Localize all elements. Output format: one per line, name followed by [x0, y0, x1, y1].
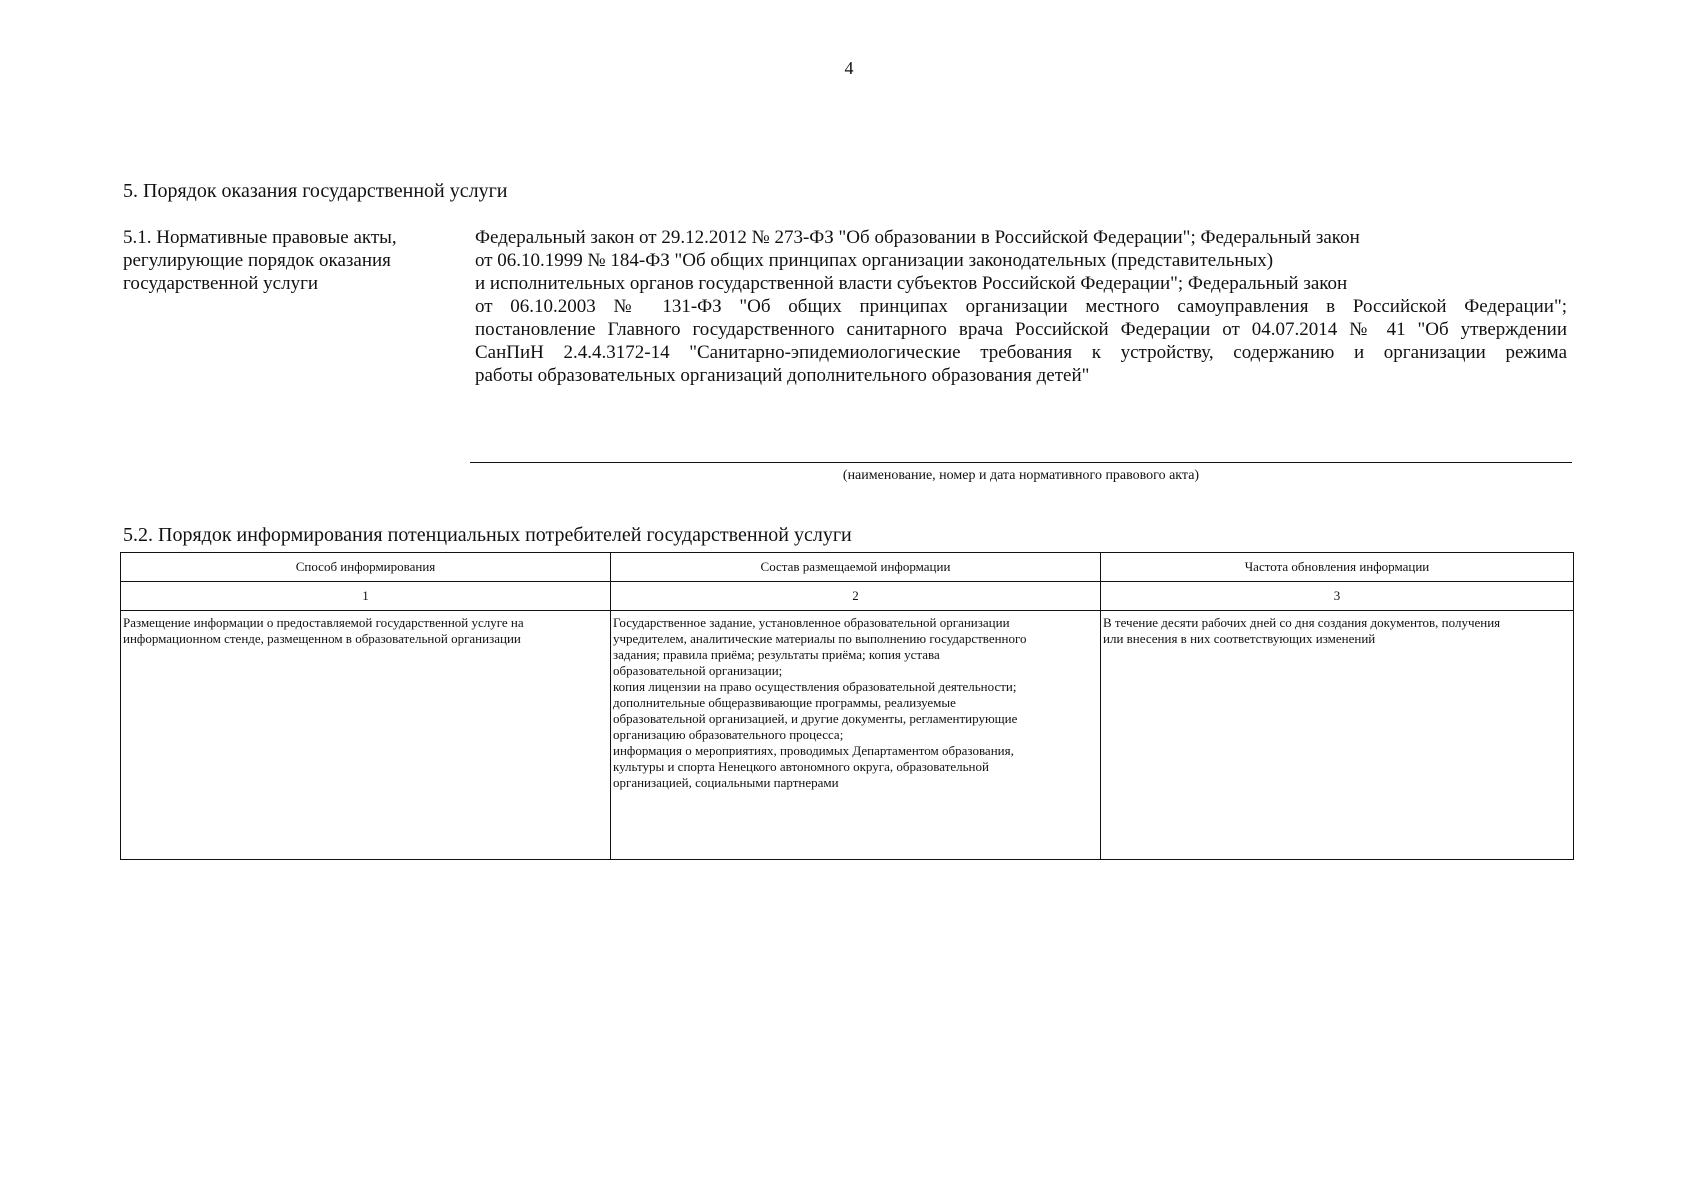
content-line: дополнительные общеразвивающие программы, реализуемые	[613, 695, 956, 710]
content-line: информация о мероприятиях, проводимых Департаментом образования,	[613, 743, 1014, 758]
section-5-title: 5. Порядок оказания государственной услуги	[123, 180, 508, 202]
frequency-line: или внесения в них соответствующих изменений	[1103, 631, 1376, 646]
normative-acts-line: постановление Главного государственного санитарного врача Российской Федерации от 04.07.2014 № 41 "Об утверждении	[475, 319, 1567, 340]
table-row	[121, 611, 1574, 860]
method-line: информационном стенде, размещенном в образовательной организации	[123, 631, 521, 646]
normative-acts-line: Федеральный закон от 29.12.2012 № 273-ФЗ "Об образовании в Российской Федерации"; Федеральный закон	[475, 227, 1360, 248]
header-frequency: Частота обновления информации	[1101, 553, 1574, 582]
content-line: копия лицензии на право осуществления образовательной деятельности;	[613, 679, 1017, 694]
column-number: 3	[1101, 582, 1574, 611]
normative-acts-underline	[470, 462, 1572, 463]
table-number-row	[121, 582, 1574, 611]
content-line: организацией, социальными партнерами	[613, 775, 839, 790]
table-header-row	[121, 553, 1574, 582]
page-number: 4	[844, 58, 854, 78]
normative-acts-line: и исполнительных органов государственной власти субъектов Российской Федерации"; Федеральный закон	[475, 273, 1348, 294]
section-5-1-label	[123, 226, 453, 295]
normative-acts-line: от 06.10.1999 № 184-ФЗ "Об общих принципах организации законодательных (представительных)	[475, 250, 1274, 271]
content-line: организацию образовательного процесса;	[613, 727, 844, 742]
column-number: 1	[121, 582, 611, 611]
header-method: Способ информирования	[121, 553, 611, 582]
content-line: образовательной организации;	[613, 663, 783, 678]
method-cell	[121, 611, 611, 860]
content-cell	[611, 611, 1101, 860]
content-line: культуры и спорта Ненецкого автономного округа, образовательной	[613, 759, 989, 774]
normative-acts-line: от 06.10.2003 № 131-ФЗ "Об общих принципах организации местного самоуправления в Российской Федерации";	[475, 296, 1567, 317]
column-number: 2	[611, 582, 1101, 611]
section-5-2-title: 5.2. Порядок информирования потенциальных потребителей государственной услуги	[123, 524, 852, 546]
content-line: Государственное задание, установленное образовательной организации	[613, 615, 1010, 630]
content-line: образовательной организацией, и другие документы, регламентирующие	[613, 711, 1018, 726]
content-line: учредителем, аналитические материалы по выполнению государственного	[613, 631, 1027, 646]
normative-acts-caption: (наименование, номер и дата нормативного правового акта)	[842, 468, 1200, 483]
section-5-1-label-line: государственной услуги	[123, 273, 319, 294]
header-content: Состав размещаемой информации	[611, 553, 1101, 582]
informing-table	[120, 552, 1574, 860]
method-line: Размещение информации о предоставляемой государственной услуге на	[123, 615, 524, 630]
section-5-1-label-line: 5.1. Нормативные правовые акты,	[123, 227, 397, 248]
normative-acts-line: СанПиН 2.4.4.3172-14 "Санитарно-эпидемиологические требования к устройству, содержанию и организации режима	[475, 342, 1567, 363]
section-5-1-label-line: регулирующие порядок оказания	[123, 250, 391, 271]
frequency-line: В течение десяти рабочих дней со дня создания документов, получения	[1103, 615, 1501, 630]
normative-acts-line: работы образовательных организаций дополнительного образования детей"	[475, 365, 1090, 386]
frequency-cell	[1101, 611, 1574, 860]
normative-acts-text	[475, 226, 1567, 387]
content-line: задания; правила приёма; результаты приёма; копия устава	[613, 647, 940, 662]
